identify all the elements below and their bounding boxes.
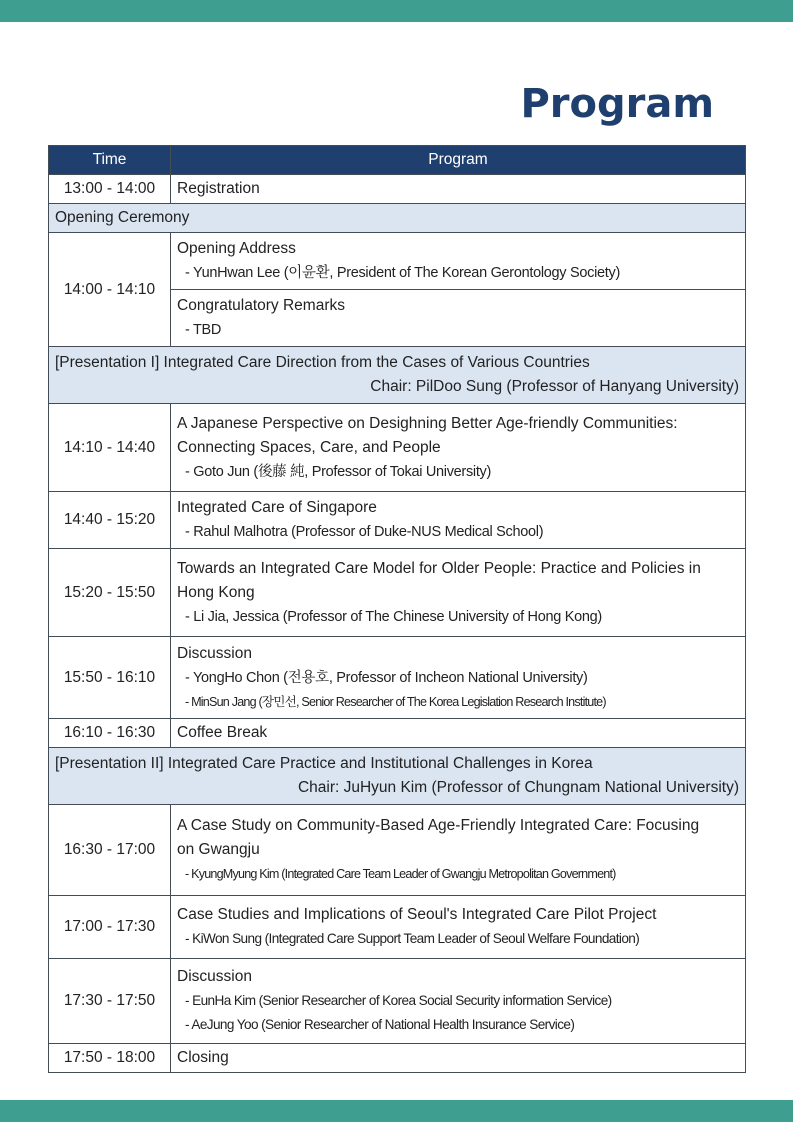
session-title: Integrated Care of Singapore [177,499,377,516]
session-title-cont: Connecting Spaces, Care, and People [177,438,441,456]
session-title: Discussion [177,644,252,662]
program-cell [171,549,746,637]
session-title: Case Studies and Implications of Seoul's Integrated Care Pilot Project [177,906,657,923]
section-cell [49,748,746,805]
program-cell [171,175,746,204]
time-cell: 17:50 - 18:00 [49,1044,171,1073]
program-cell [171,492,746,549]
speaker: - Goto Jun (後藤 純, Professor of Tokai University) [185,463,492,480]
speaker: - EunHa Kim (Senior Researcher of Korea Social Security information Service) [185,993,612,1008]
program-cell [171,959,746,1044]
program-cell [171,896,746,959]
section-title: [Presentation II] Integrated Care Practice and Institutional Challenges in Korea [55,755,593,772]
session-title: Towards an Integrated Care Model for Older People: Practice and Policies in [177,559,701,577]
chair: Chair: JuHyun Kim (Professor of Chungnam National University) [297,779,739,796]
time-cell: 16:10 - 16:30 [49,719,171,748]
program-cell [171,404,746,492]
table-row [49,1044,746,1073]
section-title: [Presentation I] Integrated Care Direction from the Cases of Various Countries [55,354,590,371]
bottom-color-band [0,1100,793,1122]
time-cell: 15:50 - 16:10 [49,637,171,719]
program-cell [171,233,746,290]
section-row [49,204,746,233]
table-header-row [49,146,746,175]
speaker: - YongHo Chon (전용호, Professor of Incheon National University) [185,669,588,686]
session-title: A Japanese Perspective on Desighning Better Age-friendly Communities: [177,414,678,432]
session-title: A Case Study on Community-Based Age-Friendly Integrated Care: Focusing [177,817,700,834]
chair: Chair: PilDoo Sung (Professor of Hanyang University) [370,378,739,395]
program-cell [171,719,746,748]
header-time: Time [49,146,171,175]
session-title: Coffee Break [177,724,268,741]
table-row [49,805,746,896]
section-title: Opening Ceremony [49,204,746,233]
table-row [49,492,746,549]
table-row [49,959,746,1044]
speaker: - YunHwan Lee (이윤환, President of The Korean Gerontology Society) [185,265,620,281]
speaker: - Li Jia, Jessica (Professor of The Chinese University of Hong Kong) [185,608,602,625]
speaker: - AeJung Yoo (Senior Researcher of National Health Insurance Service) [185,1017,575,1032]
time-cell: 17:30 - 17:50 [49,959,171,1044]
program-cell [171,1044,746,1073]
session-title: Registration [177,180,260,197]
speaker: - Rahul Malhotra (Professor of Duke-NUS Medical School) [185,524,544,540]
table-row [49,896,746,959]
program-cell [171,637,746,719]
program-cell [171,805,746,896]
time-cell: 14:00 - 14:10 [49,233,171,347]
page-title: Program [520,81,714,127]
speaker: - KiWon Sung (Integrated Care Support Team Leader of Seoul Welfare Foundation) [185,931,640,946]
session-title-cont: Hong Kong [177,583,255,601]
table-row [49,175,746,204]
section-row [49,347,746,404]
speaker: - MinSun Jang (장민선, Senior Researcher of The Korea Legislation Research Institute) [185,694,606,709]
table-row [49,719,746,748]
program-cell [171,290,746,347]
time-cell: 17:00 - 17:30 [49,896,171,959]
session-title: Discussion [177,968,252,985]
speaker: - KyungMyung Kim (Integrated Care Team Leader of Gwangju Metropolitan Government) [185,867,616,881]
session-title-cont: on Gwangju [177,841,260,858]
table-row [49,404,746,492]
header-program: Program [171,146,746,175]
table-row [49,549,746,637]
program-table [48,145,746,1073]
top-color-band [0,0,793,22]
speaker: - TBD [185,322,222,338]
session-title: Opening Address [177,240,296,257]
section-row [49,748,746,805]
table-row [49,637,746,719]
time-cell: 15:20 - 15:50 [49,549,171,637]
session-title: Closing [177,1049,229,1066]
table-row [49,233,746,290]
session-title: Congratulatory Remarks [177,297,345,314]
time-cell: 13:00 - 14:00 [49,175,171,204]
time-cell: 14:40 - 15:20 [49,492,171,549]
section-cell [49,347,746,404]
time-cell: 16:30 - 17:00 [49,805,171,896]
time-cell: 14:10 - 14:40 [49,404,171,492]
